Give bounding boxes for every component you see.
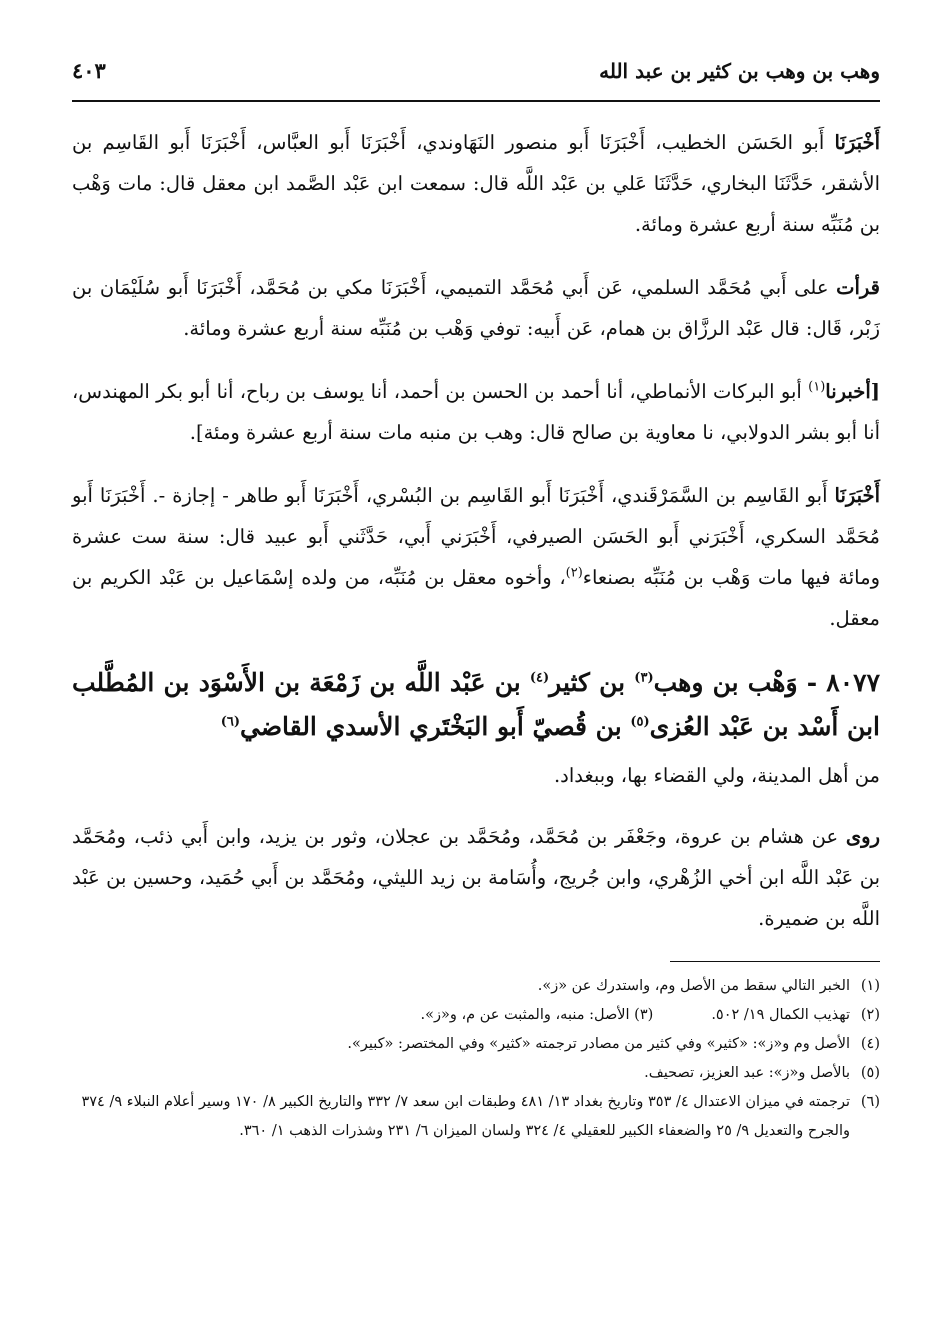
running-title: وهب بن وهب بن كثير بن عبد الله — [599, 59, 880, 83]
footnote-ref: (٢) — [565, 565, 583, 581]
footnote-text: الأصل وم و«ز»: «كثير» وفي كثير من مصادر ترجمته «كثير» وفي المختصر: «كبير». — [347, 1036, 850, 1052]
footnote-number: (٤) — [860, 1036, 880, 1052]
entry-name-part: بن كثير — [549, 668, 635, 697]
footnote-2-3 — [72, 1001, 880, 1030]
page-number: ٤٠٣ — [72, 58, 106, 83]
footnote-5 — [72, 1059, 880, 1088]
paragraph-2 — [72, 267, 880, 349]
footnote-text: بالأصل و«ز»: عبد العزيز، تصحيف. — [644, 1065, 850, 1081]
footnote-text: تهذيب الكمال ١٩/ ٥٠٢. — [711, 1007, 850, 1023]
main-text — [72, 122, 880, 939]
paragraph-text: عن هشام بن عروة، وجَعْفَر بن مُحَمَّد، ومُحَمَّد بن عجلان، وثور بن يزيد، وابن أَبي ذئب، ومُحَمَّد بن عَبْد اللَّه ابن أخي الزُهْري، وابن جُريج، وأُسَامة بن زيد الليثي، ومُحَمَّد بن أَبي حُمَيد، وحسين بن عَبْد اللَّه بن ضميرة. — [72, 825, 880, 930]
entry-name-part: - وَهْب بن وهب — [653, 668, 827, 697]
entry-paragraph-2 — [72, 816, 880, 939]
footnote-number: (٥) — [860, 1065, 880, 1081]
footnote-ref: (١) — [808, 379, 826, 395]
page — [72, 58, 880, 1146]
entry-heading — [72, 661, 880, 749]
paragraph-text: أَبو الحَسَن الخطيب، أَخْبَرَنَا أَبو منصور النَهَاوندي، أَخْبَرَنَا أَبو العبَّاس، أَخْبَرَنَا أَبو القَاسِم بن الأشقر، حَدَّثَنَا البخاري، حَدَّثَنَا عَلي بن عَبْد اللَّه قال: سمعت ابن عَبْد الصَّمد ابن معقل قال: مات وَهْب بن مُنَبِّه سنة أربع عشرة ومائة. — [72, 131, 880, 236]
footnote-pair — [72, 1001, 850, 1030]
entry-paragraph-1 — [72, 755, 880, 796]
footnote-6 — [72, 1088, 880, 1146]
footnote-number: (١) — [860, 978, 880, 994]
footnote-ref: (٦) — [220, 714, 240, 730]
footnote-ref: (٥) — [630, 714, 650, 730]
paragraph-3 — [72, 371, 880, 453]
footnotes — [72, 972, 880, 1146]
paragraph-lead: [أخبرنا — [825, 380, 880, 403]
entry-name-part: بن عَبْد اللَّه بن زَمْعَة بن الأَسْوَد بن المُطَّلب ابن أَسْد بن عَبْد العُزى — [72, 668, 880, 741]
footnote-3 — [421, 1001, 654, 1030]
footnote-4 — [72, 1030, 880, 1059]
entry-name-part: بن قُصيّ أَبو البَخْتَري الأسدي القاضي — [239, 712, 631, 741]
paragraph-text-continued: ، وأخوه معقل بن مُنَبِّه، من ولده إسْمَاعيل بن عَبْد الكريم بن معقل. — [72, 566, 880, 630]
footnote-ref: (٤) — [529, 670, 550, 686]
entry-number: ٨٠٧٧ — [826, 668, 880, 697]
paragraph-1 — [72, 122, 880, 245]
footnote-divider — [670, 961, 880, 962]
paragraph-text: من أهل المدينة، ولي القضاء بها، وببغداد. — [553, 764, 880, 787]
paragraph-text: على أَبي مُحَمَّد السلمي، عَن أَبي مُحَمَّد التميمي، أَخْبَرَنَا مكي بن مُحَمَّد، أَخْبَرَنَا أَبو سُلَيْمَان بن زَبْر، قَال: قال عَبْد الرزَّاق بن همام، عَن أَبيه: توفي وَهْب بن مُنَبِّه سنة أربع عشرة ومائة. — [72, 276, 880, 340]
paragraph-text: أبو البركات الأنماطي، أنا أحمد بن الحسن بن أحمد، أنا يوسف بن رباح، أنا أبو بكر المهندس، أنا أبو بشر الدولابي، نا معاوية بن صالح قال: وهب بن منبه مات سنة أربع عشرة ومئة]. — [72, 380, 880, 444]
footnote-text: ترجمته في ميزان الاعتدال ٤/ ٣٥٣ وتاريخ بغداد ١٣/ ٤٨١ وطبقات ابن سعد ٧/ ٣٣٢ والتاريخ الكبير ٨/ ١٧٠ وسير أعلام النبلاء ٩/ ٣٧٤ والجرح والتعديل ٩/ ٢٥ والضعفاء الكبير للعقيلي ٤/ ٣٢٤ ولسان الميزان ٦/ ٢٣١ وشذرات الذهب ١/ ٣٦٠. — [81, 1094, 850, 1139]
footnote-ref: (٣) — [634, 670, 654, 686]
paragraph-lead: روى — [845, 825, 880, 848]
footnote-text: الخبر التالي سقط من الأصل وم، واستدرك عن «ز». — [537, 978, 850, 994]
paragraph-text: أَبو القَاسِم بن السَّمَرْقَندي، أَخْبَرَنَا أَبو القَاسِم بن البُسْري، أَخْبَرَنَا أَبو طاهر - إجازة -. أَخْبَرَنَا أَبو مُحَمَّد السكري، أَخْبَرَني أَبو الحَسَن الصيرفي، أَخْبَرَني أَبي، حَدَّثَني أَبو عبيد قال: سنة ست عشرة ومائة فيها مات وَهْب بن مُنَبِّه بصنعاء — [72, 484, 880, 589]
footnote-1 — [72, 972, 880, 1001]
paragraph-lead: قرأت — [836, 276, 880, 299]
paragraph-lead: أَخْبَرَنَا — [834, 484, 880, 507]
paragraph-4 — [72, 475, 880, 639]
running-header — [72, 58, 880, 102]
footnote-number: (٣) — [634, 1007, 654, 1023]
paragraph-lead: أَخْبَرَنَا — [834, 131, 880, 154]
footnote-number: (٦) — [860, 1094, 880, 1110]
footnote-text: الأصل: منبه، والمثبت عن م، و«ز». — [420, 1007, 630, 1023]
footnote-number: (٢) — [860, 1007, 880, 1023]
